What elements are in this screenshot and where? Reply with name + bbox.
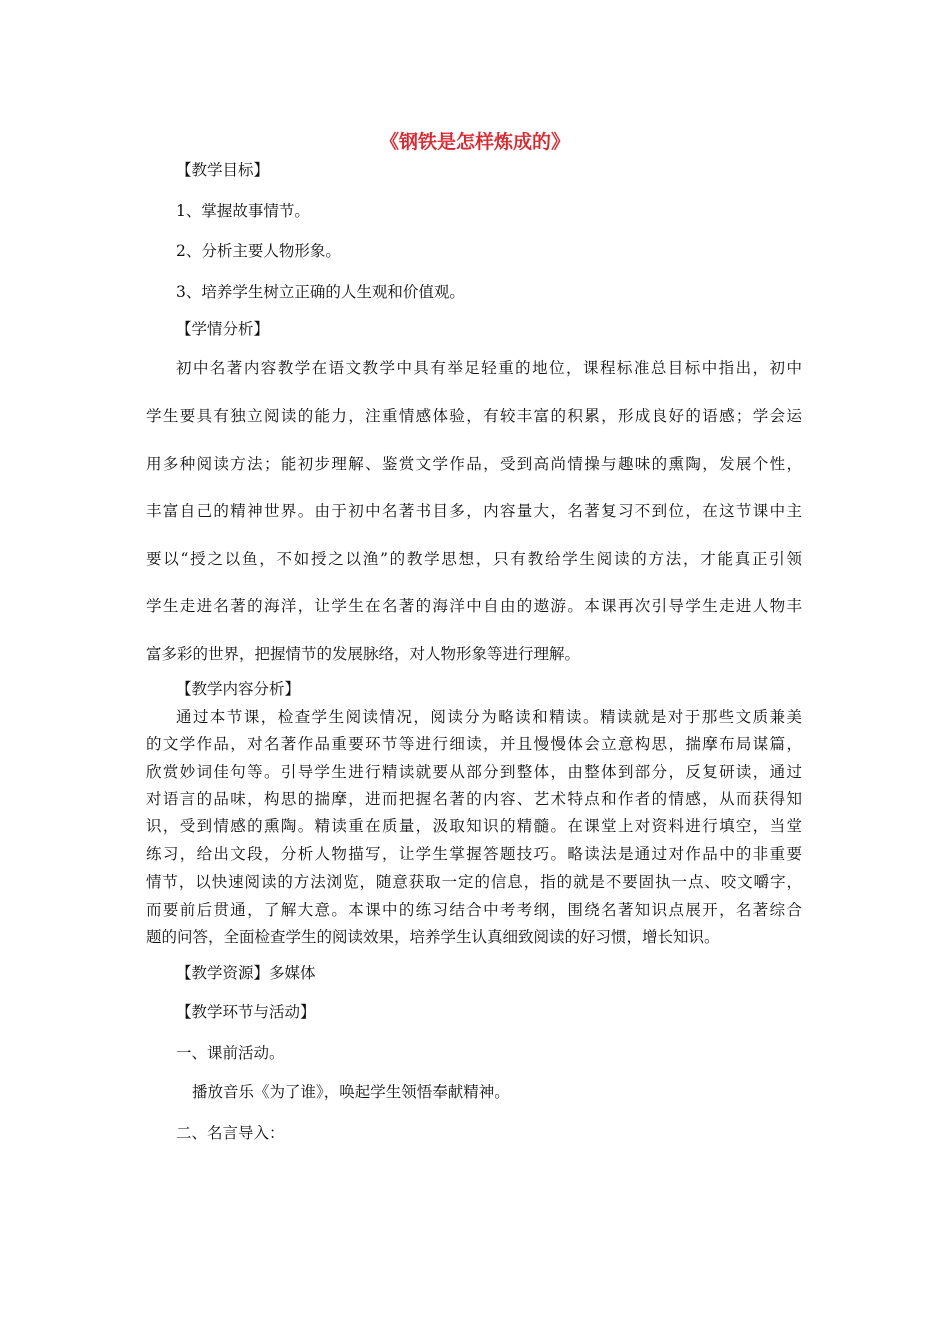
situation-line: 丰富自己的精神世界。由于初中名著书目多，内容量大，名著复习不到位，在这节课中主 [146,502,802,520]
situation-heading: 【学情分析】 [176,320,270,338]
activities-heading: 【教学环节与活动】 [176,1003,316,1021]
objective-item: 1、掌握故事情节。 [176,202,310,220]
content-analysis-line: 题的问答，全面检查学生的阅读效果，培养学生认真细致阅读的好习惯，增长知识。 [146,928,720,946]
activity-step-detail: 播放音乐《为了谁》，唤起学生领悟奉献精神。 [192,1083,510,1101]
content-analysis-line: 识，受到情感的熏陶。精读重在质量，汲取知识的精髓。在课堂上对资料进行填空，当堂 [146,817,802,835]
objectives-heading: 【教学目标】 [176,161,270,179]
situation-line: 初中名著内容教学在语文教学中具有举足轻重的地位，课程标准总目标中指出，初中 [176,359,802,377]
situation-line: 要以“授之以鱼，不如授之以渔”的教学思想，只有教给学生阅读的方法，才能真正引领 [146,550,802,568]
document-title: 《钢铁是怎样炼成的》 [379,131,570,153]
content-analysis-line: 的文学作品，对名著作品重要环节等进行细读，并且慢慢体会立意构思，揣摩布局谋篇， [146,735,802,753]
situation-line: 学生走进名著的海洋，让学生在名著的海洋中自由的遨游。本课再次引导学生走进人物丰 [146,597,802,615]
activity-step: 二、名言导入： [176,1124,285,1142]
content-analysis-line: 对语言的品味，构思的揣摩，进而把握名著的内容、艺术特点和作者的情感，从而获得知 [146,790,802,808]
situation-line: 学生要具有独立阅读的能力，注重情感体验，有较丰富的积累，形成良好的语感；学会运 [146,407,802,425]
content-analysis-line: 通过本节课，检查学生阅读情况，阅读分为略读和精读。精读就是对于那些文质兼美 [176,708,802,726]
content-analysis-line: 练习，给出文段，分析人物描写，让学生掌握答题技巧。略读法是通过对作品中的非重要 [146,845,802,863]
situation-line: 富多彩的世界，把握情节的发展脉络，对人物形象等进行理解。 [146,645,581,663]
content-analysis-line: 欣赏妙词佳句等。引导学生进行精读就要从部分到整体，由整体到部分，反复研读，通过 [146,763,802,781]
content-analysis-heading: 【教学内容分析】 [176,680,301,698]
content-analysis-line: 而要前后贯通，了解大意。本课中的练习结合中考考纲，围绕名著知识点展开，名著综合 [146,901,802,919]
resources-line: 【教学资源】多媒体 [176,964,316,982]
content-analysis-line: 情节，以快速阅读的方法浏览，随意获取一定的信息，指的就是不要固执一点、咬文嚼字， [146,873,802,891]
objective-item: 3、培养学生树立正确的人生观和价值观。 [176,283,465,301]
situation-line: 用多种阅读方法；能初步理解、鉴赏文学作品，受到高尚情操与趣味的熏陶，发展个性， [146,455,802,473]
objective-item: 2、分析主要人物形象。 [176,242,341,260]
activity-step: 一、课前活动。 [176,1044,285,1062]
